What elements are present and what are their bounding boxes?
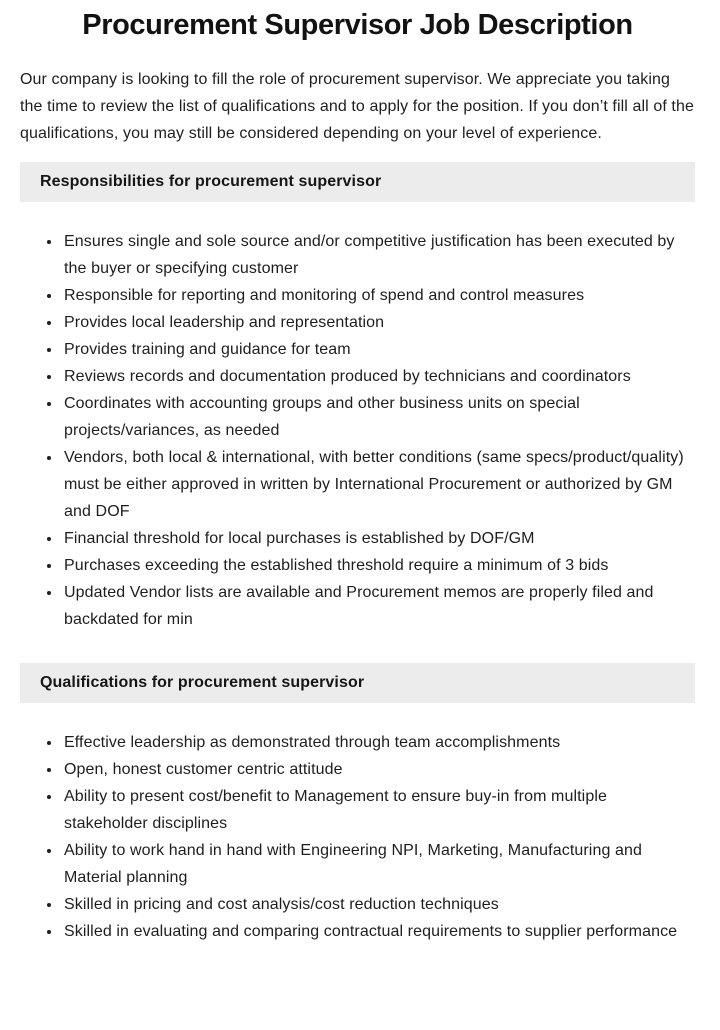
- list-item: • Provides training and guidance for team: [62, 336, 691, 363]
- list-item: • Provides local leadership and representation: [62, 309, 691, 336]
- list-item: • Ensures single and sole source and/or competitive justification has been executed by the buyer or specifying customer: [62, 228, 691, 282]
- list-item: • Updated Vendor lists are available and Procurement memos are properly filed and backdated for min: [62, 579, 691, 633]
- responsibilities-list: [20, 228, 695, 633]
- qualifications-heading: Qualifications for procurement supervisor: [20, 663, 695, 703]
- page-title: Procurement Supervisor Job Description: [82, 9, 633, 41]
- list-item: • Responsible for reporting and monitoring of spend and control measures: [62, 282, 691, 309]
- list-item: • Vendors, both local & international, with better conditions (same specs/product/quality) must be either approved in written by International Procurement or authorized by GM and DOF: [62, 444, 691, 525]
- responsibilities-heading: Responsibilities for procurement supervisor: [20, 162, 695, 202]
- list-item: • Ability to work hand in hand with Engineering NPI, Marketing, Manufacturing and Material planning: [62, 837, 691, 891]
- list-item: • Purchases exceeding the established threshold require a minimum of 3 bids: [62, 552, 691, 579]
- list-item: • Open, honest customer centric attitude: [62, 756, 691, 783]
- list-item: • Effective leadership as demonstrated through team accomplishments: [62, 729, 691, 756]
- qualifications-list: [20, 729, 695, 945]
- intro-paragraph: Our company is looking to fill the role of procurement supervisor. We appreciate you taking the time to review the list of qualifications and to apply for the position. If you don’t fill all of the qualifications, you may still be considered depending on your level of experience.: [20, 71, 694, 142]
- list-item: • Skilled in pricing and cost analysis/cost reduction techniques: [62, 891, 691, 918]
- list-item: • Reviews records and documentation produced by technicians and coordinators: [62, 363, 691, 390]
- list-item: • Skilled in evaluating and comparing contractual requirements to supplier performance: [62, 918, 691, 945]
- list-item: • Ability to present cost/benefit to Management to ensure buy-in from multiple stakeholder disciplines: [62, 783, 691, 837]
- responsibilities-section: [20, 162, 695, 633]
- list-item: • Coordinates with accounting groups and other business units on special projects/variances, as needed: [62, 390, 691, 444]
- list-item: • Financial threshold for local purchases is established by DOF/GM: [62, 525, 691, 552]
- qualifications-section: [20, 663, 695, 945]
